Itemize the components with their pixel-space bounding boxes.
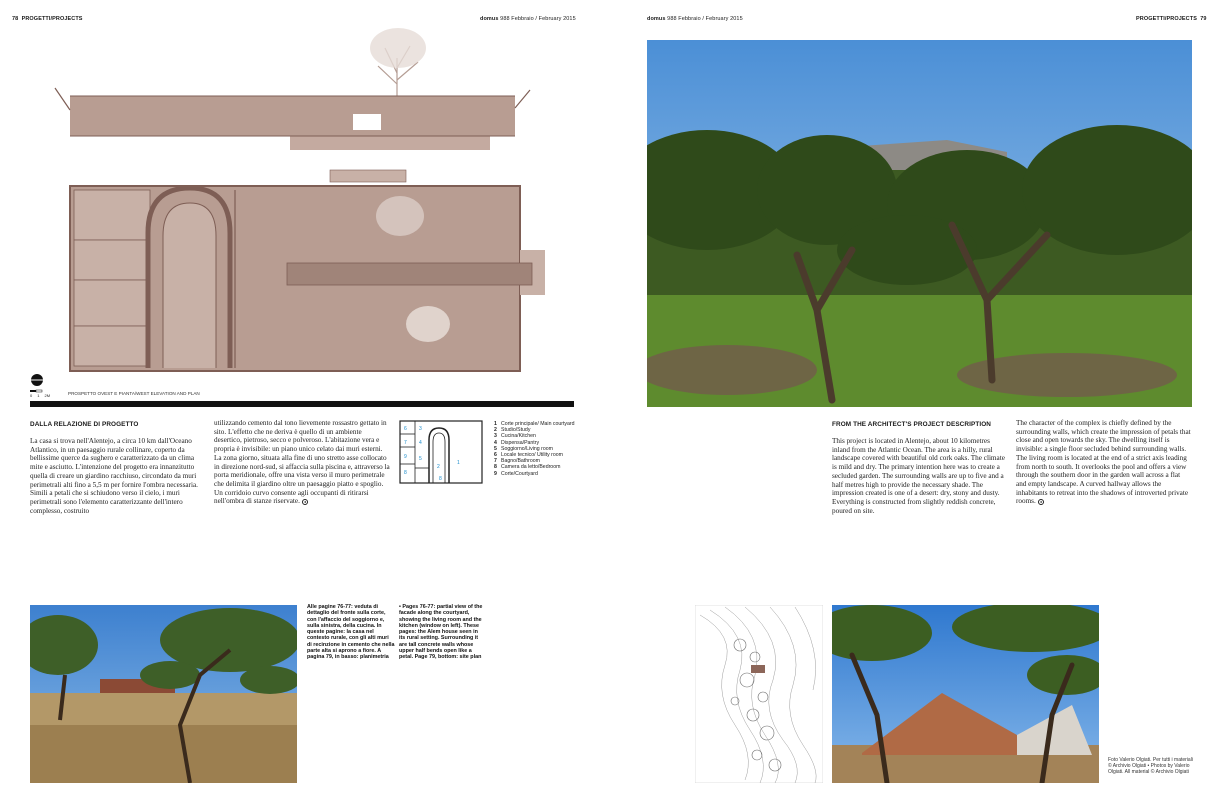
legend-item: 1 Corte principale/ Main courtyard xyxy=(494,421,575,427)
svg-text:8: 8 xyxy=(404,470,407,476)
svg-text:6: 6 xyxy=(404,426,407,432)
end-of-article-icon: ◂ xyxy=(1039,498,1042,504)
svg-text:7: 7 xyxy=(404,440,407,446)
left-body-col1: La casa si trova nell'Alentejo, a circa 10 km dall'Oceano Atlantico, in un paesaggio rurale collinare, coperto da bellissime querce da sughero e caratterizzato da un clima mite e asciutto. L'intenzione del progetto era innanzitutto quella di creare un giardino racchiuso, circondato da muri perimetrali alti fino a 5,5 m per fornire l'ombra necessaria. Simili a petali che si schiudono verso il cielo, i muri perimetrali sono l'elemento caratterizzante dell'intero complesso, costruito xyxy=(30,437,198,515)
cork-oak-landscape-photo xyxy=(647,40,1192,407)
left-section-heading: DALLA RELAZIONE DI PROGETTO xyxy=(30,421,139,428)
svg-text:3: 3 xyxy=(419,426,422,432)
right-page-number: PROGETTI/PROJECTS 79 xyxy=(1136,16,1207,22)
right-section-heading: FROM THE ARCHITECT'S PROJECT DESCRIPTION xyxy=(832,421,992,428)
legend-item: 9 Corte/Courtyard xyxy=(494,470,538,477)
floor-plan xyxy=(70,170,545,371)
legend-item: 7 Bagno/Bathroom xyxy=(494,458,540,465)
caption-english: • Pages 76-77: partial view of the facade along the courtyard, showing the living room and the kitchen (window on left). These pages: the Alem house seen in its rural setting. Surrounding it are tall concrete walls whose upper half bends open like a petal. Page 79, bottom: site plan xyxy=(399,604,483,661)
svg-text:8: 8 xyxy=(439,476,442,482)
caption-italian: Alle pagine 76-77: veduta di dettaglio del fronte sulla corte, con l'affaccio del soggiorno e, sulla sinistra, della cucina. In queste pagine: la casa nel contesto rurale, con gli alti muri di recinzione in cemento che nella parte alta si aprono a fiore. A pagina 79, in basso: planimetria xyxy=(307,604,395,661)
plan-legend xyxy=(494,421,584,477)
legend-item: 8 Camera da letto/Bedroom xyxy=(494,464,561,471)
legend-item: 2 Studio/Study xyxy=(494,427,531,434)
concrete-wall-photo xyxy=(832,605,1099,783)
photo-credit: Foto Valerio Olgiati. Per tutti i materiali © Archivio Olgiati • Photos by Valerio Olgiati. All material © Archivio Olgiati xyxy=(1108,757,1193,775)
site-plan-drawing xyxy=(695,605,823,783)
right-section-label: PROGETTI/PROJECTS xyxy=(1136,16,1197,22)
left-page-number: 78 PROGETTI/PROJECTS xyxy=(12,16,83,22)
left-divider-rule xyxy=(30,401,574,407)
legend-item: 3 Cucina/Kitchen xyxy=(494,433,536,440)
left-body-col2: utilizzando cemento dal tono lievemente rossastro gettato in sito. L'effetto che ne deriva è quello di un ambiente desertico, pietroso, secco e polveroso. L'abitazione vera e propria è invisibile: un piano unico celato dai muri esterni. La zona giorno, situata alla fine di uno stretto asse collocato in direzione nord-sud, si affaccia sulla piscina e, attraverso la porta meridionale, offre una vista verso il muro perimetrale che delimita il giardino oltre un paesaggio piatto e spoglio. Un corridoio curvo consente agli occupanti di ritirarsi nell'ombra di stanze riservate. ◂ xyxy=(214,419,390,506)
architectural-drawing xyxy=(30,18,590,398)
drawing-caption: PROSPETTO OVEST E PIANTA/WEST ELEVATION AND PLAN xyxy=(68,391,200,396)
right-body-col2: The character of the complex is chiefly defined by the surrounding walls, which create the impression of petals that close and open towards the sky. The dwelling itself is invisible: a single floor secluded behind surrounding walls. The living room is located at the end of a strict axis leading from north to south. It overlooks the pool and offers a view through the southern door in the garden wall across a flat and empty landscape. A curved hallway allows the inhabitants to retreat into the shadows of introverted private rooms. ◂ xyxy=(1016,419,1191,506)
plan-key-drawing xyxy=(399,420,483,484)
legend-item: 6 Locale tecnico/ Utility room xyxy=(494,452,563,459)
rural-context-photo xyxy=(30,605,297,783)
svg-text:2: 2 xyxy=(437,464,440,470)
legend-item: 5 Soggiorno/Living room xyxy=(494,445,553,452)
svg-text:5: 5 xyxy=(419,456,422,462)
scale-bar xyxy=(30,390,42,392)
right-body-col1: This project is located in Alentejo, about 10 kilometres inland from the Atlantic Ocean. The area is a hilly, rural landscape covered with beautiful old cork oaks. The climate is mild and dry. The primary intention here was to create a secluded garden. The surrounding walls are up to five and a half metres high to provide the necessary shade. The impression created is one of a desert: dry, stony and dusty. Everything is constructed from slightly reddish concrete, poured on site. xyxy=(832,437,1005,515)
end-of-article-icon: ◂ xyxy=(303,498,306,504)
west-elevation xyxy=(55,88,530,150)
right-running-header: domus 988 Febbraio / February 2015 xyxy=(647,16,743,22)
svg-text:1: 1 xyxy=(457,460,460,466)
north-arrow-icon xyxy=(31,374,43,386)
svg-text:4: 4 xyxy=(419,440,422,446)
scale-bar-labels: 0 1 2M xyxy=(30,393,51,398)
legend-item: 4 Dispensa/Pantry xyxy=(494,439,540,446)
svg-text:9: 9 xyxy=(404,454,407,460)
left-section-label: PROGETTI/PROJECTS xyxy=(21,16,83,22)
left-running-header: domus 988 Febbraio / February 2015 xyxy=(480,16,576,22)
